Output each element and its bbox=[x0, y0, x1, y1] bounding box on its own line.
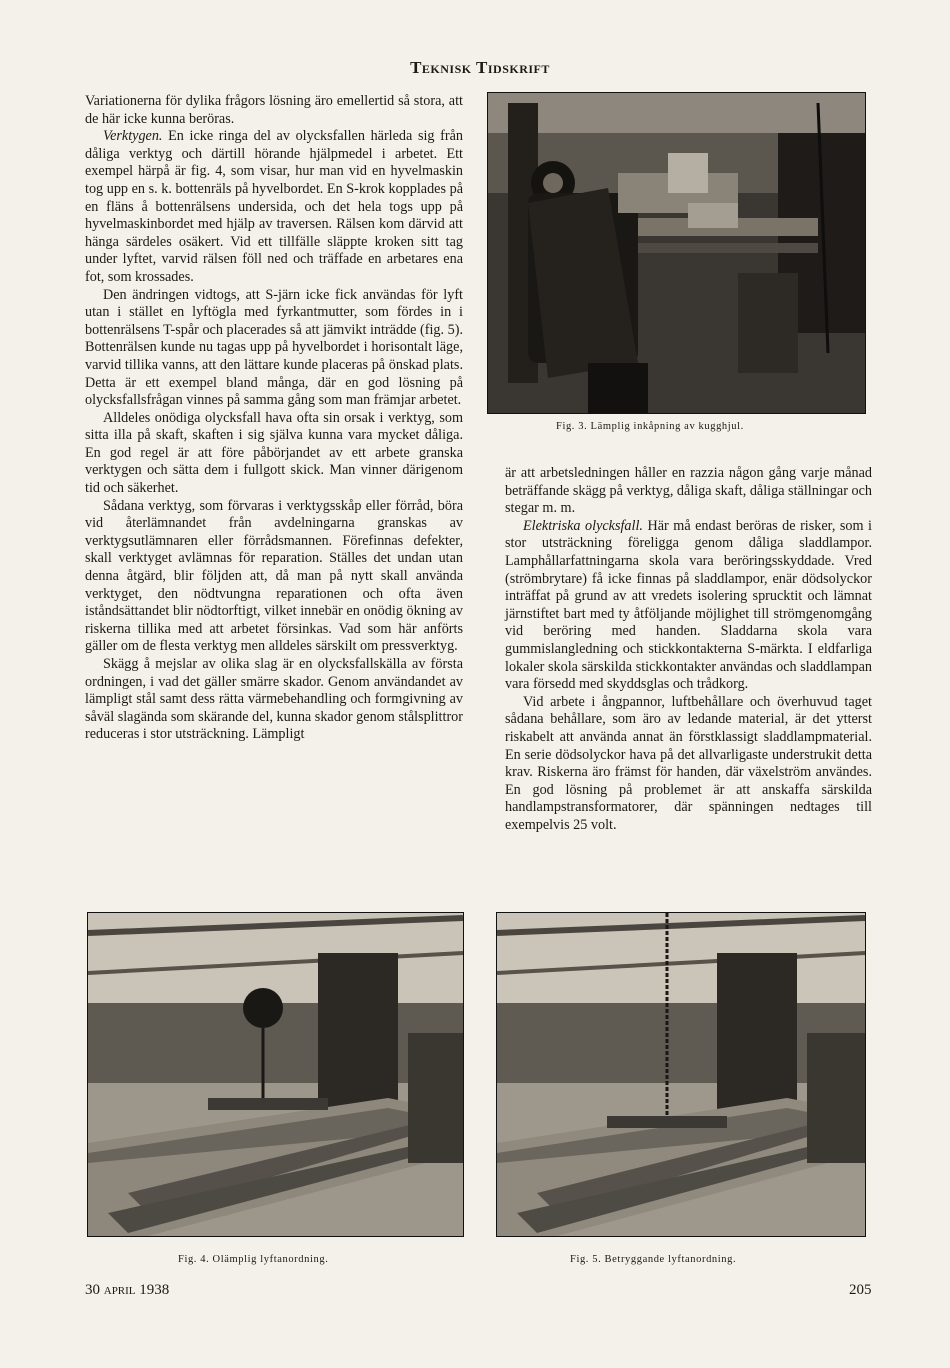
figure-3-caption: Fig. 3. Lämplig inkåpning av kugghjul. bbox=[556, 421, 744, 432]
figure-5-caption: Fig. 5. Betryggande lyftanordning. bbox=[570, 1254, 737, 1265]
section-lead: Verktygen. bbox=[103, 128, 163, 145]
paragraph-text: En icke ringa del av olycksfallen härleda sig från dåliga verktyg och därtill hörande hjälpmedel i arbetet. Ett exempel härpå är fig. 4, som visar, hur man vid en hyvelmaskin tog upp en s. k. bottenräls på hyvelbordet. En S-krok kopplades på en fläns å bottenrälsens undersida, och det hela togs upp på hyvelmaskinbordet med hjälp av traversen. Rälsen kom därvid att hänga särdeles osäkert. Vid ett tillfälle släppte kroken sitt tag under lyftet, varvid rälsen föll ned och träffade en arbetares ena fot, som krossades. bbox=[85, 128, 463, 285]
paragraph: Sådana verktyg, som förvaras i verktygsskåp eller förråd, böra vid återlämnandet från avdelningarna granskas av verktygsutlämnaren eller förrådsmannen. Förefinnas defekter, skall verktyget avlämnas för reparation. Ställes det undan utan denna åtgärd, blir följden att, då man på nytt skall använda verktyget, den nödtvungna reparationen och ofta även iståndsättandet blir nödtorftigt, vilket innebär en onödig ökning av riskerna tillika med att arbetet försinkas. Vad som här anförts gäller om de flesta verktyg men alldeles särskilt om pressverktyg. bbox=[85, 497, 463, 655]
figure-5-photo bbox=[496, 912, 866, 1237]
paragraph: Den ändringen vidtogs, att S-järn icke fick användas för lyft utan i stället en lyftögla med fyrkantmutter, som fördes in i bottenrälsens T-spår och placerades så att jämvikt inträdde (fig. 5). Bottenrälsen kunde nu tagas upp på hyvelbordet i horisontalt läge, varvid tillika vanns, att den lättare kunde placeras på önskad plats. Detta är ett exempel bland många, där en god lösning på olycksfallsfrågan vinnes på samma gång som man främjar arbetet. bbox=[85, 286, 463, 409]
paragraph-text: Här må endast beröras de risker, som i stor utsträckning föreligga genom dåliga sladdlampor. Lamphållarfattningarna skola vara beröringsskyddade. Vred (strömbrytare) få icke finnas på sladdlampor, enär dödsolyckor inträffat på grund av att vredets isolering sprucktit och lämnat järnstiftet bart med ty åtföljande möjlighet till strömgenomgång vid beröring med handen. Sladdarna skola vara gummislangledning och stickkontakterna S-märkta. I eldfarliga lokaler skola särskilda stickkontakter användas och sladdlampan vara försedd med skyddsglas och trådkorg. bbox=[505, 517, 872, 693]
right-column bbox=[505, 465, 872, 834]
figure-3-photo bbox=[487, 92, 866, 414]
paragraph: är att arbetsledningen håller en razzia någon gång varje månad beträffande skägg på verktyg, dåliga skaft, dåliga ställningar och stegar m. m. bbox=[505, 465, 872, 517]
paragraph bbox=[505, 518, 872, 694]
figure-4-caption: Fig. 4. Olämplig lyftanordning. bbox=[178, 1254, 329, 1265]
page-number: 205 bbox=[849, 1282, 872, 1298]
footer-date bbox=[85, 1282, 169, 1299]
paragraph: Alldeles onödiga olycksfall hava ofta sin orsak i verktyg, som sitta illa på skaft, skaften i sig själva kunna vara mycket dåliga. En god regel är att före påbörjandet av ett arbete granska verktygen och sätta dem i fullgott skick. Man vinner därigenom tid och säkerhet. bbox=[85, 409, 463, 497]
footer-date-day: 30 bbox=[85, 1282, 100, 1298]
figure-4-photo bbox=[87, 912, 464, 1237]
footer-date-month: april bbox=[103, 1282, 136, 1298]
paragraph: Skägg å mejslar av olika slag är en olycksfallskälla av första ordningen, i vad det gäller smärre skador. Genom användandet av lämpligt stål samt dess rätta värmebehandling och formgivning av såväl slagända som skärande del, kunna skador genom stålsplittror reduceras i stor utsträckning. Lämpligt bbox=[85, 656, 463, 743]
left-column bbox=[85, 93, 463, 744]
paragraph: Variationerna för dylika frågors lösning äro emellertid så stora, att de här icke kunna beröras. bbox=[85, 93, 463, 127]
footer-date-year: 1938 bbox=[139, 1282, 170, 1298]
journal-masthead: Teknisk Tidskrift bbox=[410, 58, 550, 77]
paragraph bbox=[85, 128, 463, 286]
paragraph: Vid arbete i ångpannor, luftbehållare och överhuvud taget sådana behållare, som äro av ledande material, är det ytterst riskabelt att använda annat än förstklassigt sladdlampmaterial. En serie dödsolyckor hava på det allvarligaste understrukit detta krav. Riskerna äro främst för handen, där växelström användes. En god lösning på problemet är att anskaffa särskilda handlampstransformatorer, där spänningen nedtages till exempelvis 25 volt. bbox=[505, 693, 872, 833]
section-lead: Elektriska olycksfall. bbox=[523, 517, 643, 534]
